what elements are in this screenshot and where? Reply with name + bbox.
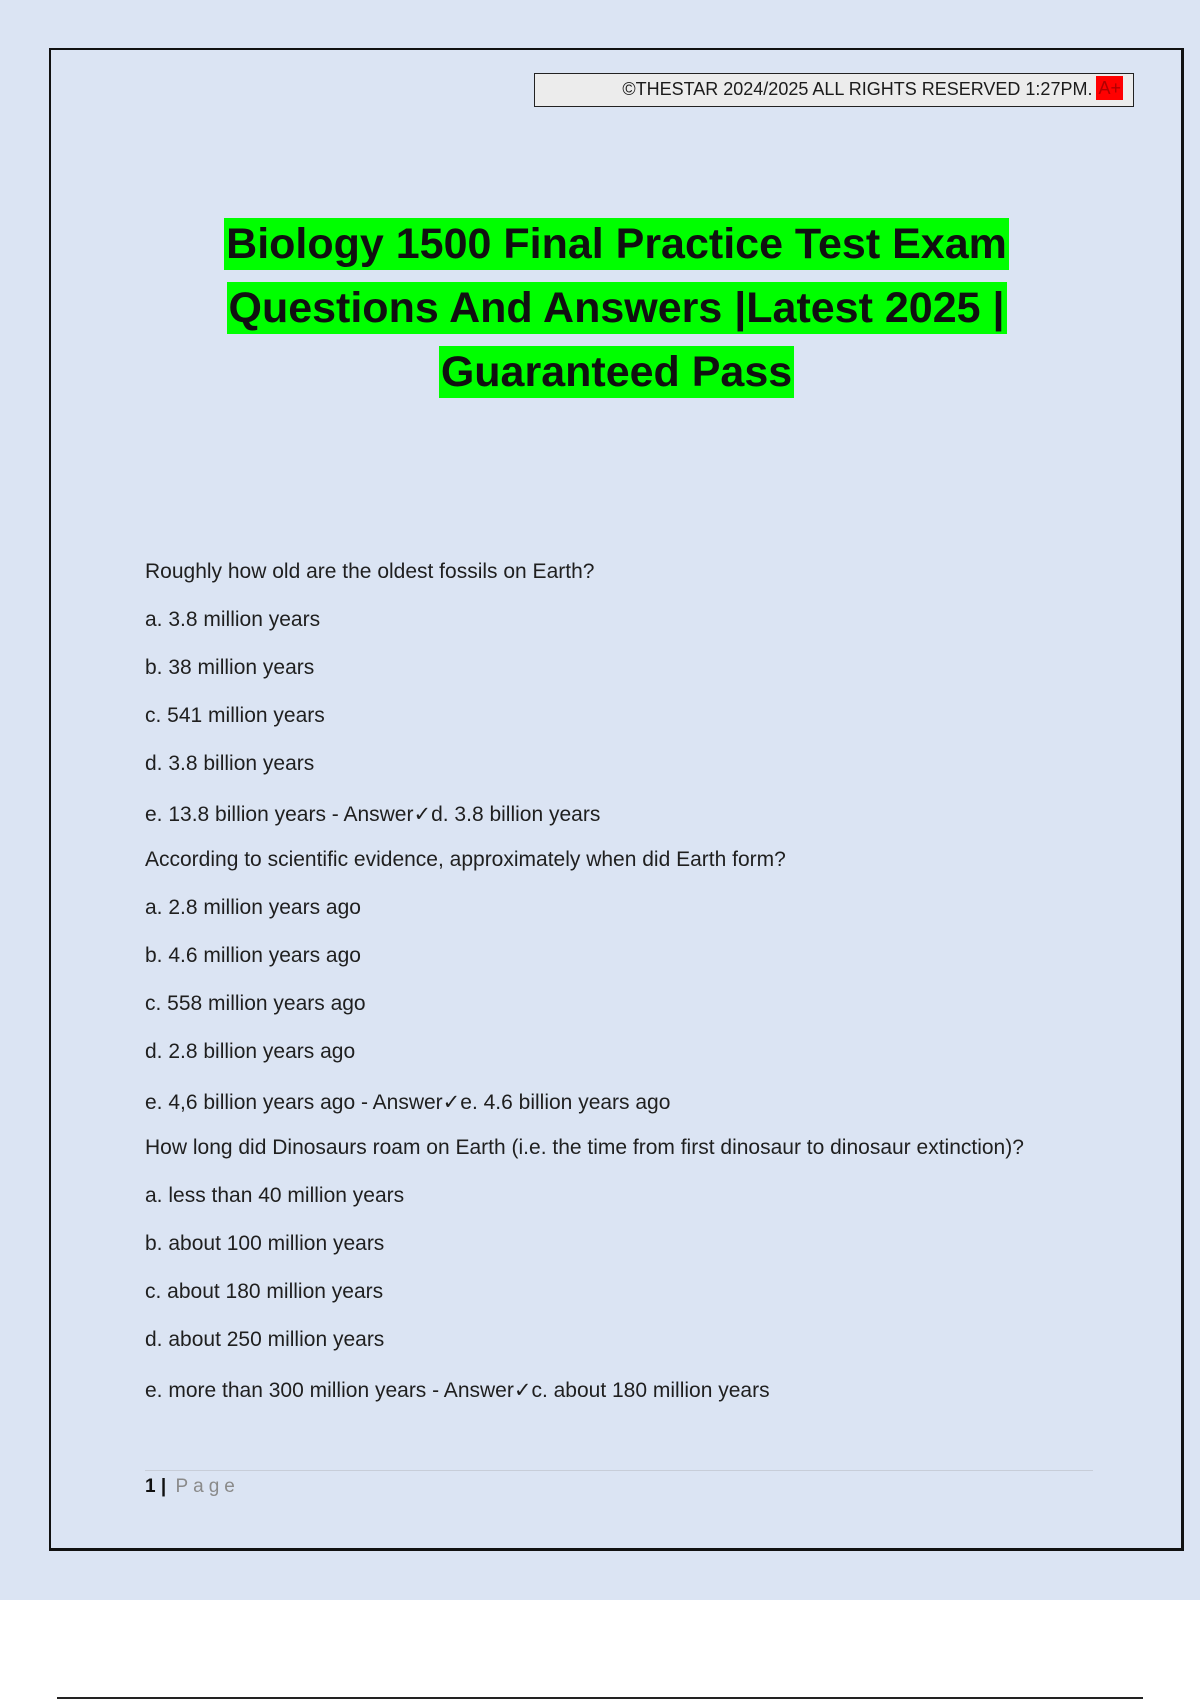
- footer-separator: |: [160, 1476, 167, 1497]
- answer-line: [145, 1084, 1105, 1132]
- answer-option: a. 2.8 million years ago: [145, 896, 361, 919]
- answer-option: c. 541 million years: [145, 704, 325, 727]
- page-label: Page: [175, 1476, 240, 1497]
- page-footer: [145, 1474, 240, 1500]
- answer-option: e. more than 300 million years - Answer: [145, 1379, 514, 1402]
- correct-answer: c. about 180 million years: [531, 1379, 770, 1402]
- answer-option: d. about 250 million years: [145, 1328, 385, 1351]
- answer-option: b. 38 million years: [145, 656, 315, 679]
- checkmark-icon: ✓: [442, 1090, 461, 1114]
- correct-answer: e. 4.6 billion years ago: [460, 1091, 671, 1114]
- title-line-3: Guaranteed Pass: [440, 348, 793, 396]
- answer-option: a. 3.8 million years: [145, 608, 321, 631]
- footer-divider: [145, 1470, 1093, 1471]
- correct-answer: d. 3.8 billion years: [431, 803, 601, 826]
- question-text: Roughly how old are the oldest fossils on Earth?: [145, 560, 595, 583]
- answer-line: [145, 796, 1105, 844]
- answer-option: e. 4,6 billion years ago - Answer: [145, 1091, 443, 1114]
- copyright-header: [534, 73, 1134, 107]
- title-line-2: Questions And Answers |Latest 2025 |: [228, 284, 1005, 332]
- checkmark-icon: ✓: [413, 802, 432, 826]
- copyright-text: ©THESTAR 2024/2025 ALL RIGHTS RESERVED 1:27PM.: [622, 79, 1093, 99]
- answer-option: c. about 180 million years: [145, 1280, 384, 1303]
- question-list: [145, 556, 1105, 1420]
- answer-option: d. 2.8 billion years ago: [145, 1040, 356, 1063]
- answer-option: e. 13.8 billion years - Answer: [145, 803, 414, 826]
- title-line-1: Biology 1500 Final Practice Test Exam: [226, 220, 1007, 268]
- document-title: [100, 212, 1133, 404]
- bottom-divider: [57, 1697, 1143, 1699]
- answer-option: c. 558 million years ago: [145, 992, 366, 1015]
- answer-option: d. 3.8 billion years: [145, 752, 315, 775]
- grade-badge: A+: [1098, 78, 1121, 98]
- answer-option: a. less than 40 million years: [145, 1184, 405, 1207]
- answer-line: [145, 1372, 1105, 1420]
- question-text: How long did Dinosaurs roam on Earth (i.e. the time from first dinosaur to dinosaur extinction)?: [145, 1136, 1024, 1159]
- answer-option: b. about 100 million years: [145, 1232, 385, 1255]
- checkmark-icon: ✓: [513, 1378, 532, 1402]
- page-number: 1: [145, 1476, 156, 1497]
- answer-option: b. 4.6 million years ago: [145, 944, 361, 967]
- question-text: According to scientific evidence, approximately when did Earth form?: [145, 848, 786, 871]
